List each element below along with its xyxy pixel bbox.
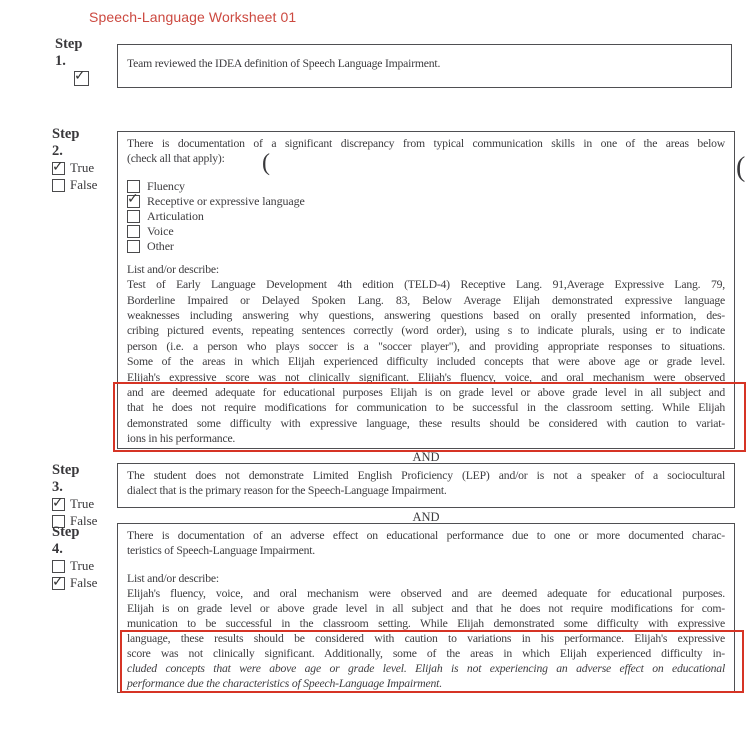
step-3-false-label: False (70, 513, 98, 528)
step-2-true-label: True (70, 160, 95, 175)
step-4-highlighted-line: performance due the characteristics of Speech-Language Impairment. (127, 677, 442, 690)
step-2-describe-text (127, 277, 725, 446)
stray-pen-mark-left: ( (262, 150, 270, 176)
option-other (127, 239, 725, 254)
step-4-label-block (52, 524, 97, 591)
step-1-label: Step (55, 36, 83, 52)
step-3-true-checkbox[interactable] (52, 498, 65, 511)
option-voice-label: Voice (147, 223, 174, 238)
step-2-false-label: False (70, 177, 98, 192)
step-4-false-checkbox[interactable] (52, 577, 65, 590)
step-3-true-label: True (70, 496, 95, 511)
step-2-highlighted-line: and are deemed adequate for educational purposes Elijah is on grade level or above grade level in all subject and (127, 386, 725, 400)
step-1-text: Team reviewed the IDEA definition of Speech Language Impairment. (127, 57, 441, 70)
step-2-prompt: There is documentation of a significant discrepancy from typical communication skills in one of the areas below (127, 137, 725, 150)
step-2-highlighted-line: demonstrated some difficulty with expressive language, these results should be considered with caution to variat- (127, 416, 725, 430)
option-fluency-label: Fluency (147, 178, 185, 193)
option-articulation-label: Articulation (147, 208, 204, 223)
step-4-false-label: False (70, 575, 98, 590)
step-2-options (127, 179, 725, 254)
option-voice-checkbox[interactable] (127, 225, 140, 238)
step-4-highlighted-line: score was not clinically significant. Additionally, some of the areas in which Elijah experienced difficulty in- (127, 647, 725, 660)
step-4-highlighted-line: cluded concepts that were above age or grade level. Elijah is not experiencing an adverse effect on educational (127, 662, 725, 675)
option-receptive-expressive-checkbox[interactable] (127, 195, 140, 208)
option-articulation-checkbox[interactable] (127, 210, 140, 223)
step-2-label-block (52, 126, 97, 193)
option-voice (127, 224, 725, 239)
step-1-box (117, 44, 732, 88)
step-2-describe-line: Borderline Impaired or Delayed Spoken Lang. 83, Below Average Elijah demonstrated expressive language (127, 293, 725, 307)
step-3-label-block (52, 462, 97, 529)
step-4-number: 4. (52, 541, 63, 557)
step-2-describe-line: weaknesses including answering why questions, answering questions based on orally presented information, des- (127, 309, 725, 323)
step-1-label-block (55, 36, 89, 91)
page-title: Speech-Language Worksheet 01 (89, 9, 297, 25)
step-2-describe-line: Elijah's expressive score was not clinically significant. Elijah's fluency, voice, and oral mechanism were observed (127, 370, 725, 384)
step-2-number: 2. (52, 143, 63, 159)
step-1-number: 1. (55, 53, 66, 69)
step-2-box (117, 131, 735, 449)
step-4-describe-line: munication to be successful in the classroom setting. While Elijah demonstrated some difficulty with expressive (127, 617, 725, 630)
step-2-describe-line: person (i.e. a person who plays soccer is a "soccer player"), and providing appropriate responses to situations. (127, 339, 725, 353)
and-separator-1: AND (412, 450, 440, 464)
step-4-true-label: True (70, 558, 95, 573)
step-2-describe-label: List and/or describe: (127, 262, 219, 276)
option-articulation (127, 209, 725, 224)
option-fluency (127, 179, 725, 194)
step-4-describe-text (127, 586, 725, 691)
step-2-prompt-2: (check all that apply): (127, 152, 225, 166)
step-4-describe-line: Elijah's fluency, voice, and oral mechanism were observed and are deemed adequate for educational purposes. (127, 587, 725, 600)
step-4-prompt: There is documentation of an adverse effect on educational performance due to one or more documented charac- (127, 529, 725, 542)
step-2-highlighted-line: ions in his performance. (127, 432, 236, 446)
step-4-describe-label: List and/or describe: (127, 572, 219, 585)
step-4-label: Step (52, 524, 80, 540)
stray-pen-mark-right: ( (736, 152, 746, 183)
step-3-box (117, 463, 735, 508)
step-2-highlighted-line: that he does not require modifications for communication to be successful in the classroom setting. While Elijah (127, 401, 725, 415)
step-2-describe-line: cribing pictured events, repeating sentences correctly (word order), using s to indicate plurals, using er to indicate (127, 324, 725, 338)
step-4-true-checkbox[interactable] (52, 560, 65, 573)
step-2-true-checkbox[interactable] (52, 162, 65, 175)
step-3-text-line: dialect that is the primary reason for the Speech-Language Impairment. (127, 484, 447, 498)
and-separator-2: AND (412, 510, 440, 524)
step-4-highlighted-line: language, these results should be considered with caution to variations in his performance. Elijah's expressive (127, 632, 725, 645)
step-2-describe-line: Test of Early Language Development 4th edition (TELD-4) Receptive Lang. 91,Average Expressive Lang. 79, (127, 278, 725, 292)
step-4-describe-line: Elijah is on grade level or above grade level in all subject and that he does not require modifications for com- (127, 602, 725, 615)
option-other-checkbox[interactable] (127, 240, 140, 253)
option-receptive-expressive (127, 194, 725, 209)
step-3-text-line: The student does not demonstrate Limited English Proficiency (LEP) and/or is not a speaker of a sociocultural (127, 469, 725, 482)
step-1-checkbox[interactable] (74, 71, 89, 86)
step-2-false-checkbox[interactable] (52, 179, 65, 192)
step-4-prompt-2: teristics of Speech-Language Impairment. (127, 544, 316, 557)
option-other-label: Other (147, 238, 174, 253)
step-2-label: Step (52, 126, 80, 142)
step-2-describe-line: Some of the areas in which Elijah experienced difficulty included concepts that were above age or grade level. (127, 355, 725, 369)
step-3-label: Step (52, 462, 80, 478)
step-4-box (117, 523, 735, 693)
step-3-number: 3. (52, 479, 63, 495)
option-receptive-expressive-label: Receptive or expressive language (147, 193, 305, 208)
